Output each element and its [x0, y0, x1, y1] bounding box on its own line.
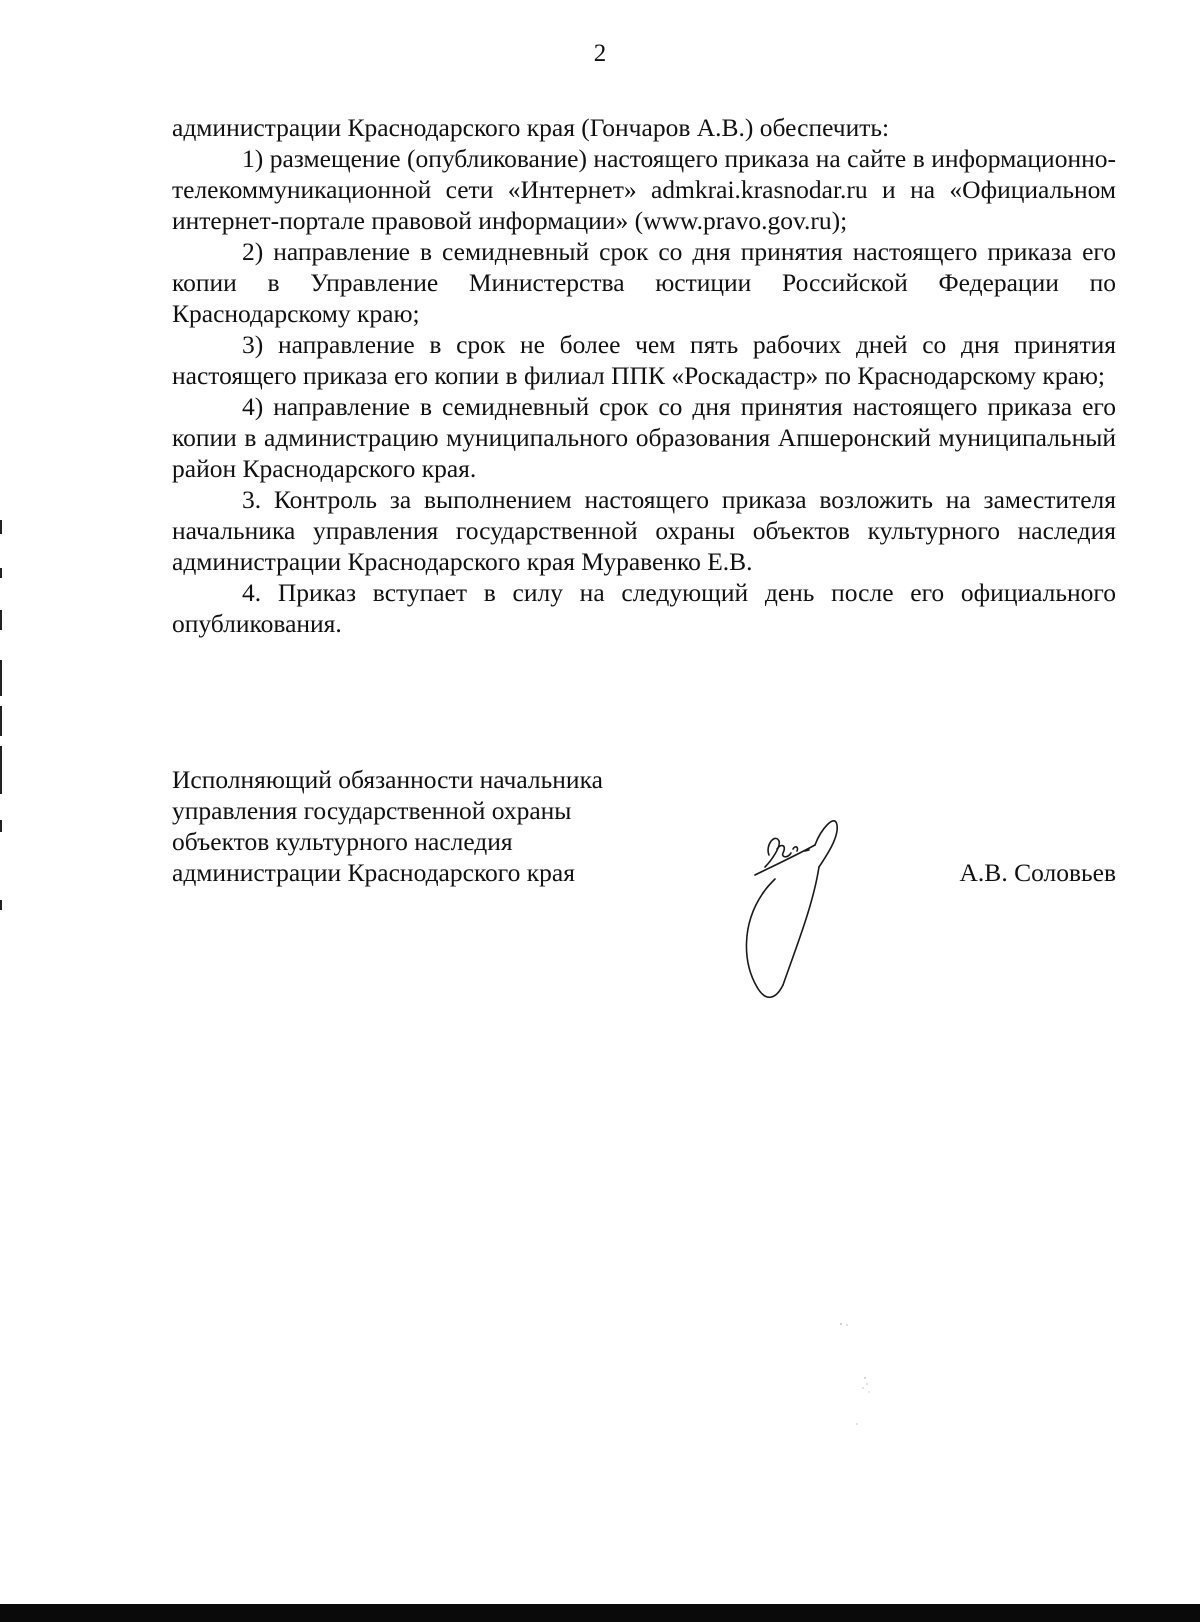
signatory-position-line: Исполняющий обязанности начальника — [172, 765, 603, 794]
paragraph-continuation: администрации Краснодарского края (Гончаров А.В.) обеспечить: — [172, 113, 890, 142]
signatory-position — [172, 764, 603, 888]
signatory-position-line: управления государственной охраны — [172, 796, 572, 825]
scan-bottom-edge — [0, 1604, 1200, 1622]
handwritten-signature — [735, 815, 875, 1005]
paragraph-clause-3: 3. Контроль за выполнением настоящего приказа возложить на заместителя начальника управления государственной охраны объектов культурного наследия администрации Краснодарского края Муравенко Е.В. — [172, 485, 1116, 576]
document-body — [172, 112, 1116, 639]
signatory-position-line: администрации Краснодарского края — [172, 858, 575, 887]
paragraph-item-3: 3) направление в срок не более чем пять рабочих дней со дня принятия настоящего приказа его копии в филиал ППК «Роскадастр» по Краснодарскому краю; — [172, 330, 1116, 390]
signatory-name: А.В. Соловьев — [959, 858, 1116, 887]
paragraph-clause-4: 4. Приказ вступает в силу на следующий день после его официального опубликования. — [172, 578, 1116, 638]
signatory-position-line: объектов культурного наследия — [172, 827, 513, 856]
paragraph-item-1: 1) размещение (опубликование) настоящего приказа на сайте в информационно-телекоммуникационной сети «Интернет» admkrai.krasnodar.ru и на «Официальном интернет-портале правовой информации» (www.pravo.gov.ru); — [172, 144, 1116, 235]
scan-speckles — [835, 1320, 895, 1430]
paragraph-item-4: 4) направление в семидневный срок со дня принятия настоящего приказа его копии в администрацию муниципального образования Апшеронский муниципальный район Краснодарского края. — [172, 392, 1116, 483]
scan-edge-marks — [0, 520, 6, 940]
page-number: 2 — [593, 40, 607, 67]
paragraph-item-2: 2) направление в семидневный срок со дня принятия настоящего приказа его копии в Управление Министерства юстиции Российской Федерации по Краснодарскому краю; — [172, 237, 1116, 328]
